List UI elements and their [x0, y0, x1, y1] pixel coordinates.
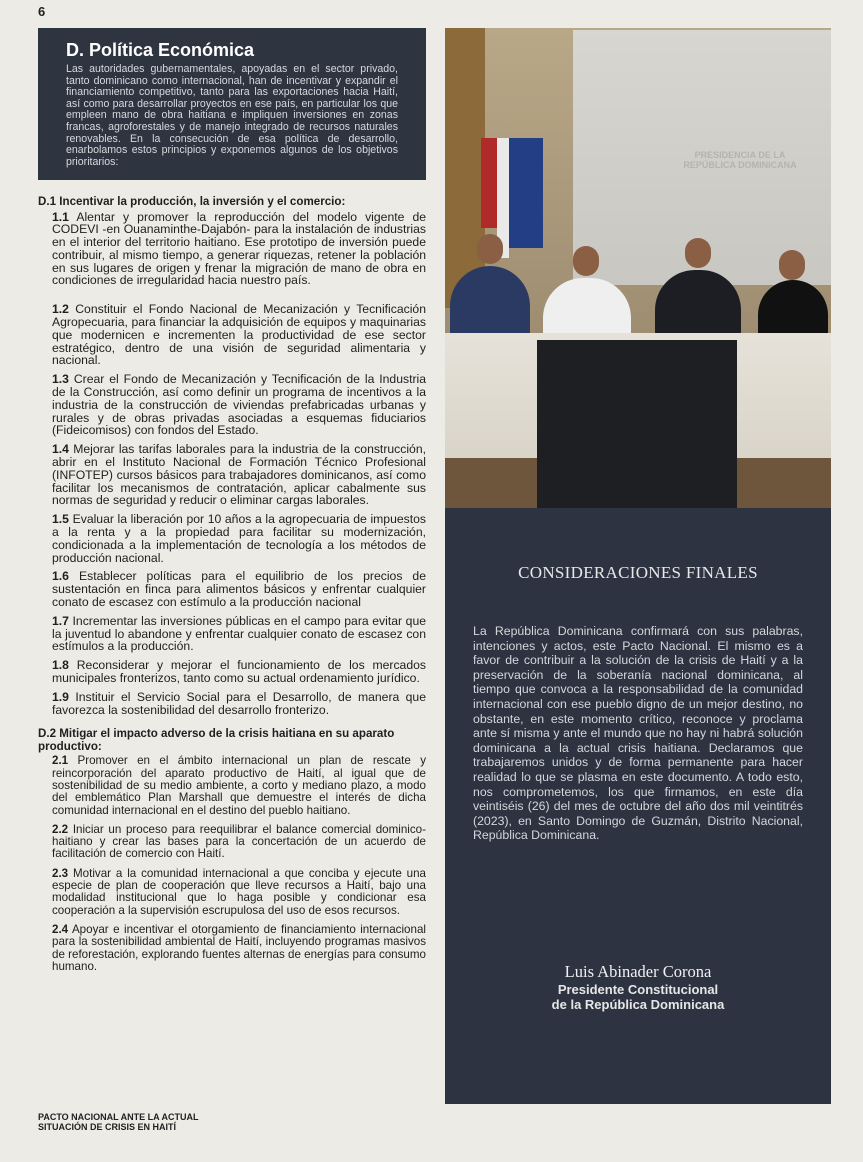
- list-item: [52, 755, 426, 816]
- signer-name: Luis Abinader Corona: [564, 962, 712, 981]
- item-number: 1.4: [52, 442, 69, 457]
- item-text: Motivar a la comunidad internacional a que conciba y ejecute una especie de plan de cooperación que lleve recursos a Haití, bajo una modalidad institucional que lo haga posible y condicionar esa cooperación a la supervisión escrupulosa del uso de esos recursos.: [52, 866, 426, 917]
- signer-title-line: de la República Dominicana: [551, 997, 725, 1012]
- signer-title-line: Presidente Constitucional: [557, 982, 719, 997]
- footer-line: SITUACIÓN DE CRISIS EN HAITÍ: [38, 1122, 177, 1132]
- flag-shape: [507, 138, 543, 248]
- item-number: 2.3: [52, 866, 69, 880]
- left-column: [38, 28, 426, 980]
- list-item: [52, 691, 426, 717]
- photo-podium: [537, 340, 737, 508]
- item-number: 1.5: [52, 512, 69, 527]
- item-text: Constituir el Fondo Nacional de Mecanización y Tecnificación Agropecuaria, para financiar la adquisición de equipos y maquinarias que modernicen e incrementen la productividad de ese sector estratégico, dentro de una visión de seguridad alimentaria y nacional.: [52, 302, 426, 368]
- list-item: [52, 868, 426, 917]
- item-text: Crear el Fondo de Mecanización y Tecnificación de la Industria de la Construcción, así como definir un programa de incentivos a la industria de la construcción de viviendas prefabricadas urbanas y rurales y de obras privadas asociadas a esquemas fiduciarios (Fideicomisos) con fondos del Estado.: [52, 372, 426, 438]
- section-title: D. Política Económica: [66, 40, 255, 60]
- list-item: [52, 443, 426, 507]
- item-number: 2.2: [52, 822, 69, 836]
- screen-caption-line: REPÚBLICA DOMINICANA: [683, 160, 797, 170]
- item-number: 2.4: [52, 922, 69, 936]
- list-item: [52, 513, 426, 564]
- list-item: [52, 570, 426, 608]
- person-head: [685, 238, 711, 268]
- event-photo: [445, 28, 831, 508]
- screen-caption-line: PRESIDENCIA DE LA: [694, 150, 786, 160]
- list-item: [52, 211, 426, 288]
- item-text: Mejorar las tarifas laborales para la industria de la construcción, abrir en el Instituto Nacional de Formación Técnico Profesional (INFOTEP) cursos básicos para trabajadores dominicanos, así como facilitar los mecanismos de contratación, aplicar cabalmente sus normas de seguridad y reducir o eliminar cargas laborales.: [52, 442, 426, 508]
- intro-box: [38, 28, 426, 180]
- item-text: Alentar y promover la reproducción del modelo vigente de CODEVI -en Ouanaminthe-Dajabón- para la instalación de industrias en el interior del territorio haitiano. Ese prototipo de inversión puede contribuir, al mismo tiempo, a generar riquezas, retener la población en sus lugares de origen y frenar la migración de mano de obra en condiciones de irregularidad hacia nuestro país.: [52, 209, 427, 288]
- item-number: 1.3: [52, 372, 69, 387]
- final-paragraph: La República Dominicana confirmará con sus palabras, intenciones y actos, este Pacto Nacional. El mismo es a favor de contribuir a la solución de la crisis de Haití y a la preservación de la soberanía nacional dominicana, al tiempo que convoca a la responsabilidad de la comunidad internacional con ese pueblo digno de un mejor destino, no obstante, en este momento crítico, reconoce y proclama ante sí misma y ante el mundo que no hay ni habrá solución dominicana a la actual crisis haitiana. Declaramos que trabajaremos unidos y de forma permanente para hacer realidad lo que se plasma en este documento. A todo esto, nos comprometemos, los que firmamos, en este día veintiséis (26) del mes de octubre del año dos mil veintitrés (2023), en Santo Domingo de Guzmán, Distrito Nacional, República Dominicana.: [473, 624, 803, 843]
- signer-title: [445, 982, 831, 1012]
- intro-paragraph: Las autoridades gubernamentales, apoyadas en el sector privado, tanto dominicano como internacional, han de incentivar y expandir el financiamiento competitivo, tanto para las exportaciones hacia Haití, así como para desarrollar proyectos en ese país, en particular los que empleen mano de obra haitiana e impliquen inversiones en zonas francas, agroforestales y de manejo integrado de recursos naturales renovables. En la consecución de esa política de desarrollo, enarbolamos estos principios y exponemos algunos de los objetivos prioritarios:: [66, 63, 398, 168]
- item-number: 1.6: [52, 569, 69, 584]
- item-number: 1.2: [52, 302, 69, 317]
- item-text: Instituir el Servicio Social para el Desarrollo, de manera que favorezca la sostenibilidad del desarrollo fronterizo.: [52, 689, 426, 717]
- list-item: [52, 373, 426, 437]
- footer-label: [38, 1112, 199, 1132]
- item-text: Incrementar las inversiones públicas en el campo para evitar que la juventud lo abandone y enfrentar cualquier conato de escasez con estímulos a la producción.: [52, 613, 426, 654]
- footer-line: PACTO NACIONAL ANTE LA ACTUAL: [38, 1112, 199, 1122]
- section-heading-d2: D.2 Mitigar el impacto adverso de la crisis haitiana en su aparato productivo:: [38, 727, 395, 753]
- final-considerations-box: [445, 508, 831, 1104]
- person-figure: [758, 280, 828, 338]
- item-number: 2.1: [52, 754, 69, 768]
- item-number: 1.7: [52, 613, 69, 628]
- list-item: [52, 924, 426, 973]
- item-number: 1.9: [52, 689, 69, 704]
- item-number: 1.8: [52, 658, 69, 673]
- list-item: [52, 824, 426, 861]
- item-number: 1.1: [52, 209, 69, 224]
- photo-column: [445, 28, 485, 308]
- item-text: Evaluar la liberación por 10 años a la agropecuaria de impuestos a la renta y a la propiedad para facilitar su modernización, condicionada a la implementación de tecnología a los métodos de producción nacional.: [52, 512, 426, 565]
- list-item: [52, 303, 426, 367]
- item-text: Apoyar e incentivar el otorgamiento de financiamiento internacional para la sostenibilidad ambiental de Haití, incluyendo programas masivos de reforestación, explorando fuentes alternas de energías para consumo humano.: [52, 922, 426, 973]
- page-number: 6: [38, 4, 46, 19]
- section-heading-d1: D.1 Incentivar la producción, la inversión y el comercio:: [38, 195, 346, 208]
- person-head: [477, 234, 503, 264]
- person-head: [573, 246, 599, 276]
- person-figure: [450, 266, 530, 338]
- final-title: CONSIDERACIONES FINALES: [518, 563, 758, 582]
- item-text: Reconsiderar y mejorar el funcionamiento de los mercados municipales fronterizos, tanto como su actual ordenamiento jurídico.: [52, 658, 426, 685]
- list-item: [52, 659, 426, 685]
- person-figure: [655, 270, 741, 338]
- person-head: [779, 250, 805, 280]
- item-text: Establecer políticas para el equilibrio de los precios de sustentación en finca para alimentos básicos y enfrentar cualquier conato de escasez con estímulo a la producción nacional: [52, 569, 426, 610]
- screen-caption: [655, 150, 825, 170]
- item-text: Iniciar un proceso para reequilibrar el balance comercial dominico-haitiano y crear las bases para la concertación de un acuerdo de facilitación de comercio con Haití.: [52, 822, 426, 861]
- person-figure: [543, 278, 631, 338]
- item-text: Promover en el ámbito internacional un plan de rescate y reincorporación del aparato productivo de Haití, al igual que de sostenibilidad de su medio ambiente, a corto y mediano plazo, a modo del emblemático Plan Marshall que demuestre el interés de dicha comunidad internacional en el destino del pueblo haitiano.: [52, 754, 426, 817]
- list-item: [52, 615, 426, 653]
